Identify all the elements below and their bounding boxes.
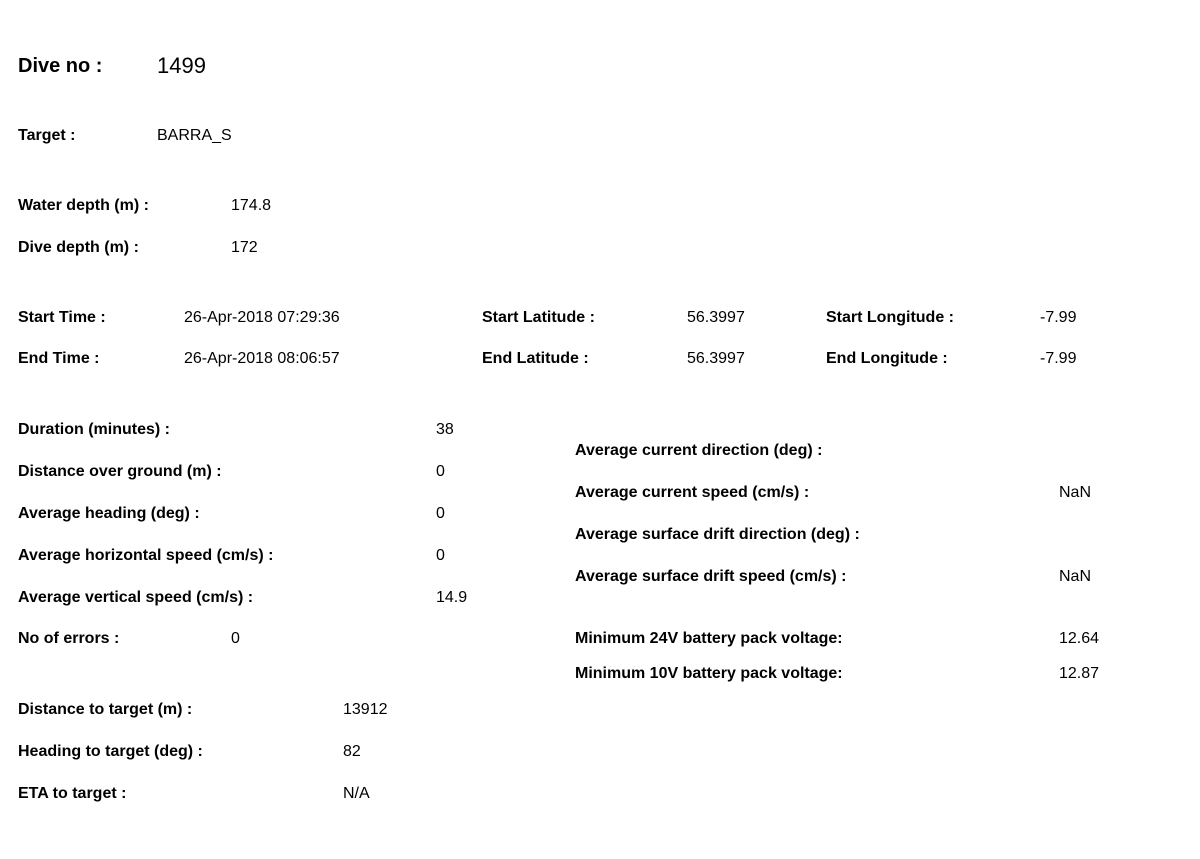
average-heading-label: Average heading (deg) :: [18, 505, 200, 522]
dive-depth-value: 172: [231, 239, 258, 256]
dive-no-value: 1499: [157, 53, 206, 78]
avg-surface-drift-direction-label: Average surface drift direction (deg) :: [575, 526, 860, 543]
min-24v-battery-label: Minimum 24V battery pack voltage:: [575, 630, 843, 647]
min-10v-battery-value: 12.87: [1059, 665, 1100, 682]
end-latitude-value: 56.3997: [687, 350, 745, 367]
distance-over-ground-value: 0: [436, 463, 445, 480]
start-latitude-value: 56.3997: [687, 309, 745, 326]
avg-surface-drift-speed-value: NaN: [1059, 568, 1092, 585]
distance-over-ground-label: Distance over ground (m) :: [18, 463, 222, 480]
no-of-errors-value: 0: [231, 630, 240, 647]
duration-label: Duration (minutes) :: [18, 421, 170, 438]
dive-depth-label: Dive depth (m) :: [18, 239, 139, 256]
start-latitude-label: Start Latitude :: [482, 309, 595, 326]
end-longitude-value: -7.99: [1040, 350, 1077, 367]
avg-surface-drift-speed-label: Average surface drift speed (cm/s) :: [575, 568, 847, 585]
target-value: BARRA_S: [157, 127, 232, 144]
average-heading-value: 0: [436, 505, 445, 522]
eta-to-target-label: ETA to target :: [18, 785, 127, 802]
average-horizontal-speed-label: Average horizontal speed (cm/s) :: [18, 547, 274, 564]
duration-value: 38: [436, 421, 454, 438]
start-time-value: 26-Apr-2018 07:29:36: [184, 309, 340, 326]
eta-to-target-value: N/A: [343, 785, 370, 802]
start-longitude-label: Start Longitude :: [826, 309, 954, 326]
distance-to-target-label: Distance to target (m) :: [18, 701, 193, 718]
end-time-value: 26-Apr-2018 08:06:57: [184, 350, 340, 367]
min-24v-battery-value: 12.64: [1059, 630, 1100, 647]
start-longitude-value: -7.99: [1040, 309, 1077, 326]
target-label: Target :: [18, 127, 76, 144]
avg-current-direction-label: Average current direction (deg) :: [575, 442, 823, 459]
avg-current-speed-label: Average current speed (cm/s) :: [575, 484, 810, 501]
end-longitude-label: End Longitude :: [826, 350, 948, 367]
water-depth-label: Water depth (m) :: [18, 197, 149, 214]
average-vertical-speed-label: Average vertical speed (cm/s) :: [18, 589, 254, 606]
heading-to-target-value: 82: [343, 743, 361, 760]
no-of-errors-label: No of errors :: [18, 630, 120, 647]
end-latitude-label: End Latitude :: [482, 350, 589, 367]
distance-to-target-value: 13912: [343, 701, 388, 718]
water-depth-value: 174.8: [231, 197, 272, 214]
heading-to-target-label: Heading to target (deg) :: [18, 743, 203, 760]
dive-no-label: Dive no :: [18, 55, 103, 77]
avg-current-speed-value: NaN: [1059, 484, 1092, 501]
start-time-label: Start Time :: [18, 309, 106, 326]
average-horizontal-speed-value: 0: [436, 547, 445, 564]
min-10v-battery-label: Minimum 10V battery pack voltage:: [575, 665, 843, 682]
average-vertical-speed-value: 14.9: [436, 589, 468, 606]
end-time-label: End Time :: [18, 350, 100, 367]
